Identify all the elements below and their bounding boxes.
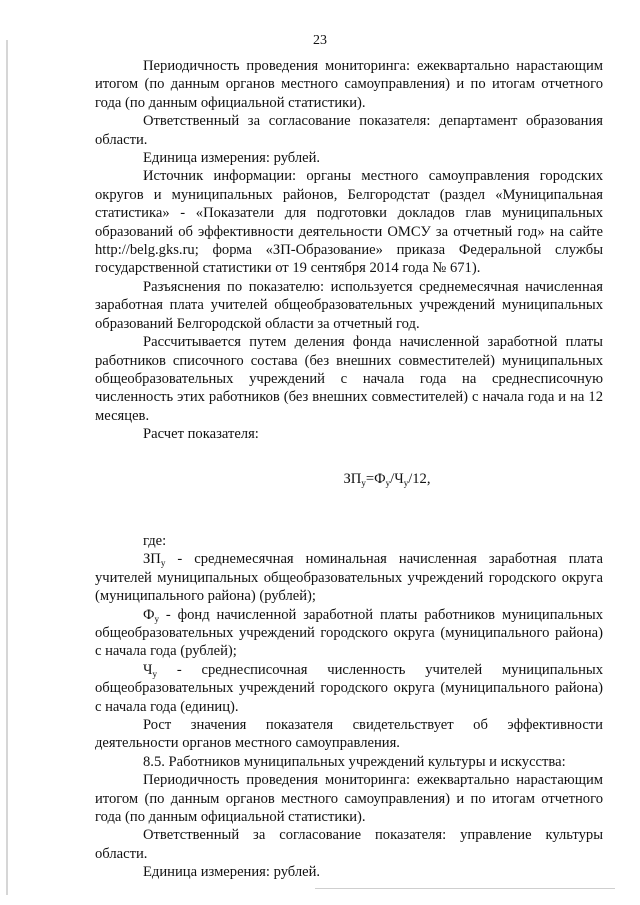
definition-f-text: - фонд начисленной заработной платы работников муниципальных общеобразовательных учреждений городского округа (муниципального района) с начала года (рублей); — [95, 606, 603, 660]
paragraph-periodicity: Периодичность проведения мониторинга: ежеквартально нарастающим итогом (по данным органов местного самоуправления) и по итогам отчетного года (по данным официальной статистики). — [95, 58, 603, 111]
paragraph-explanation: Разъяснения по показателю: используется среднемесячная начисленная заработная плата учителей общеобразовательных учреждений муниципальных образований Белгородской области за отчетный год. — [95, 278, 603, 332]
paragraph-periodicity-culture: Периодичность проведения мониторинга: ежеквартально нарастающим итогом (по данным органов местного самоуправления) и по итогам отчетного года (по данным официальной статистики). — [95, 772, 603, 826]
paragraph-calculation-label: Расчет показателя: — [143, 426, 259, 443]
formula — [171, 470, 603, 488]
formula-zp-sub: у — [361, 477, 366, 488]
definition-ch-sub: у — [152, 668, 157, 679]
scan-edge-bar — [6, 40, 8, 895]
document-body — [95, 57, 603, 882]
paragraph-growth: Рост значения показателя свидетельствует об эффективности деятельности органов местного самоуправления. — [95, 717, 603, 752]
definition-ch — [95, 661, 603, 716]
definition-ch-text: - среднесписочная численность учителей муниципальных общеобразовательных учреждений городского округа (муниципального района) с начала года (единиц). — [95, 661, 603, 715]
definition-zp-text: - среднемесячная номинальная начисленная заработная плата учителей муниципальных общеобразовательных учреждений городского округа (муниципального района) (рублей); — [95, 551, 603, 605]
definition-zp — [95, 550, 603, 605]
paragraph-unit: Единица измерения: рублей. — [143, 150, 321, 167]
paragraph-responsible-culture: Ответственный за согласование показателя: управление культуры области. — [95, 827, 603, 862]
formula-f: Ф — [374, 470, 386, 487]
section-heading-8-5: 8.5. Работников муниципальных учреждений культуры и искусства: — [143, 753, 566, 770]
formula-zp: ЗП — [343, 470, 362, 487]
page-number: 23 — [313, 33, 327, 48]
definition-ch-symbol: Ч — [143, 661, 153, 678]
paragraph-calculation-method: Рассчитывается путем деления фонда начисленной заработной платы работников списочного состава (без внешних совместителей) муниципальных общеобразовательных учреждений с начала года на среднесписочную численность этих работников (без внешних совместителей) с начала года и на 12 месяцев. — [95, 334, 603, 424]
paragraph-responsible: Ответственный за согласование показателя: департамент образования области. — [95, 113, 603, 148]
formula-f-sub: у — [385, 477, 391, 488]
paragraph-source: Источник информации: органы местного самоуправления городских округов и муниципальных районов, Белгородстат (раздел «Муниципальная статистика» - «Показатели для подготовки докладов глав муниципальных образований об эффективности деятельности ОМСУ за отчетный год» на сайте http://belg.gks.ru; форма «ЗП-Образование» приказа Федеральной службы государственной статистики от 19 сентября 2014 года № 671). — [95, 168, 603, 277]
definition-zp-symbol: ЗП — [143, 551, 161, 568]
definition-f — [95, 606, 603, 661]
paragraph-unit-culture: Единица измерения: рублей. — [143, 864, 321, 881]
definition-f-symbol: Ф — [143, 606, 155, 623]
definition-f-sub: у — [154, 613, 160, 624]
scan-bottom-line — [315, 888, 615, 889]
definition-zp-sub: у — [160, 558, 166, 569]
formula-ch-sub: у — [403, 477, 409, 488]
formula-tail: /12, — [408, 470, 431, 487]
where-label: где: — [143, 532, 167, 549]
formula-equals: = — [365, 470, 375, 487]
formula-ch: Ч — [394, 470, 404, 487]
formula-slash: / — [390, 470, 395, 487]
